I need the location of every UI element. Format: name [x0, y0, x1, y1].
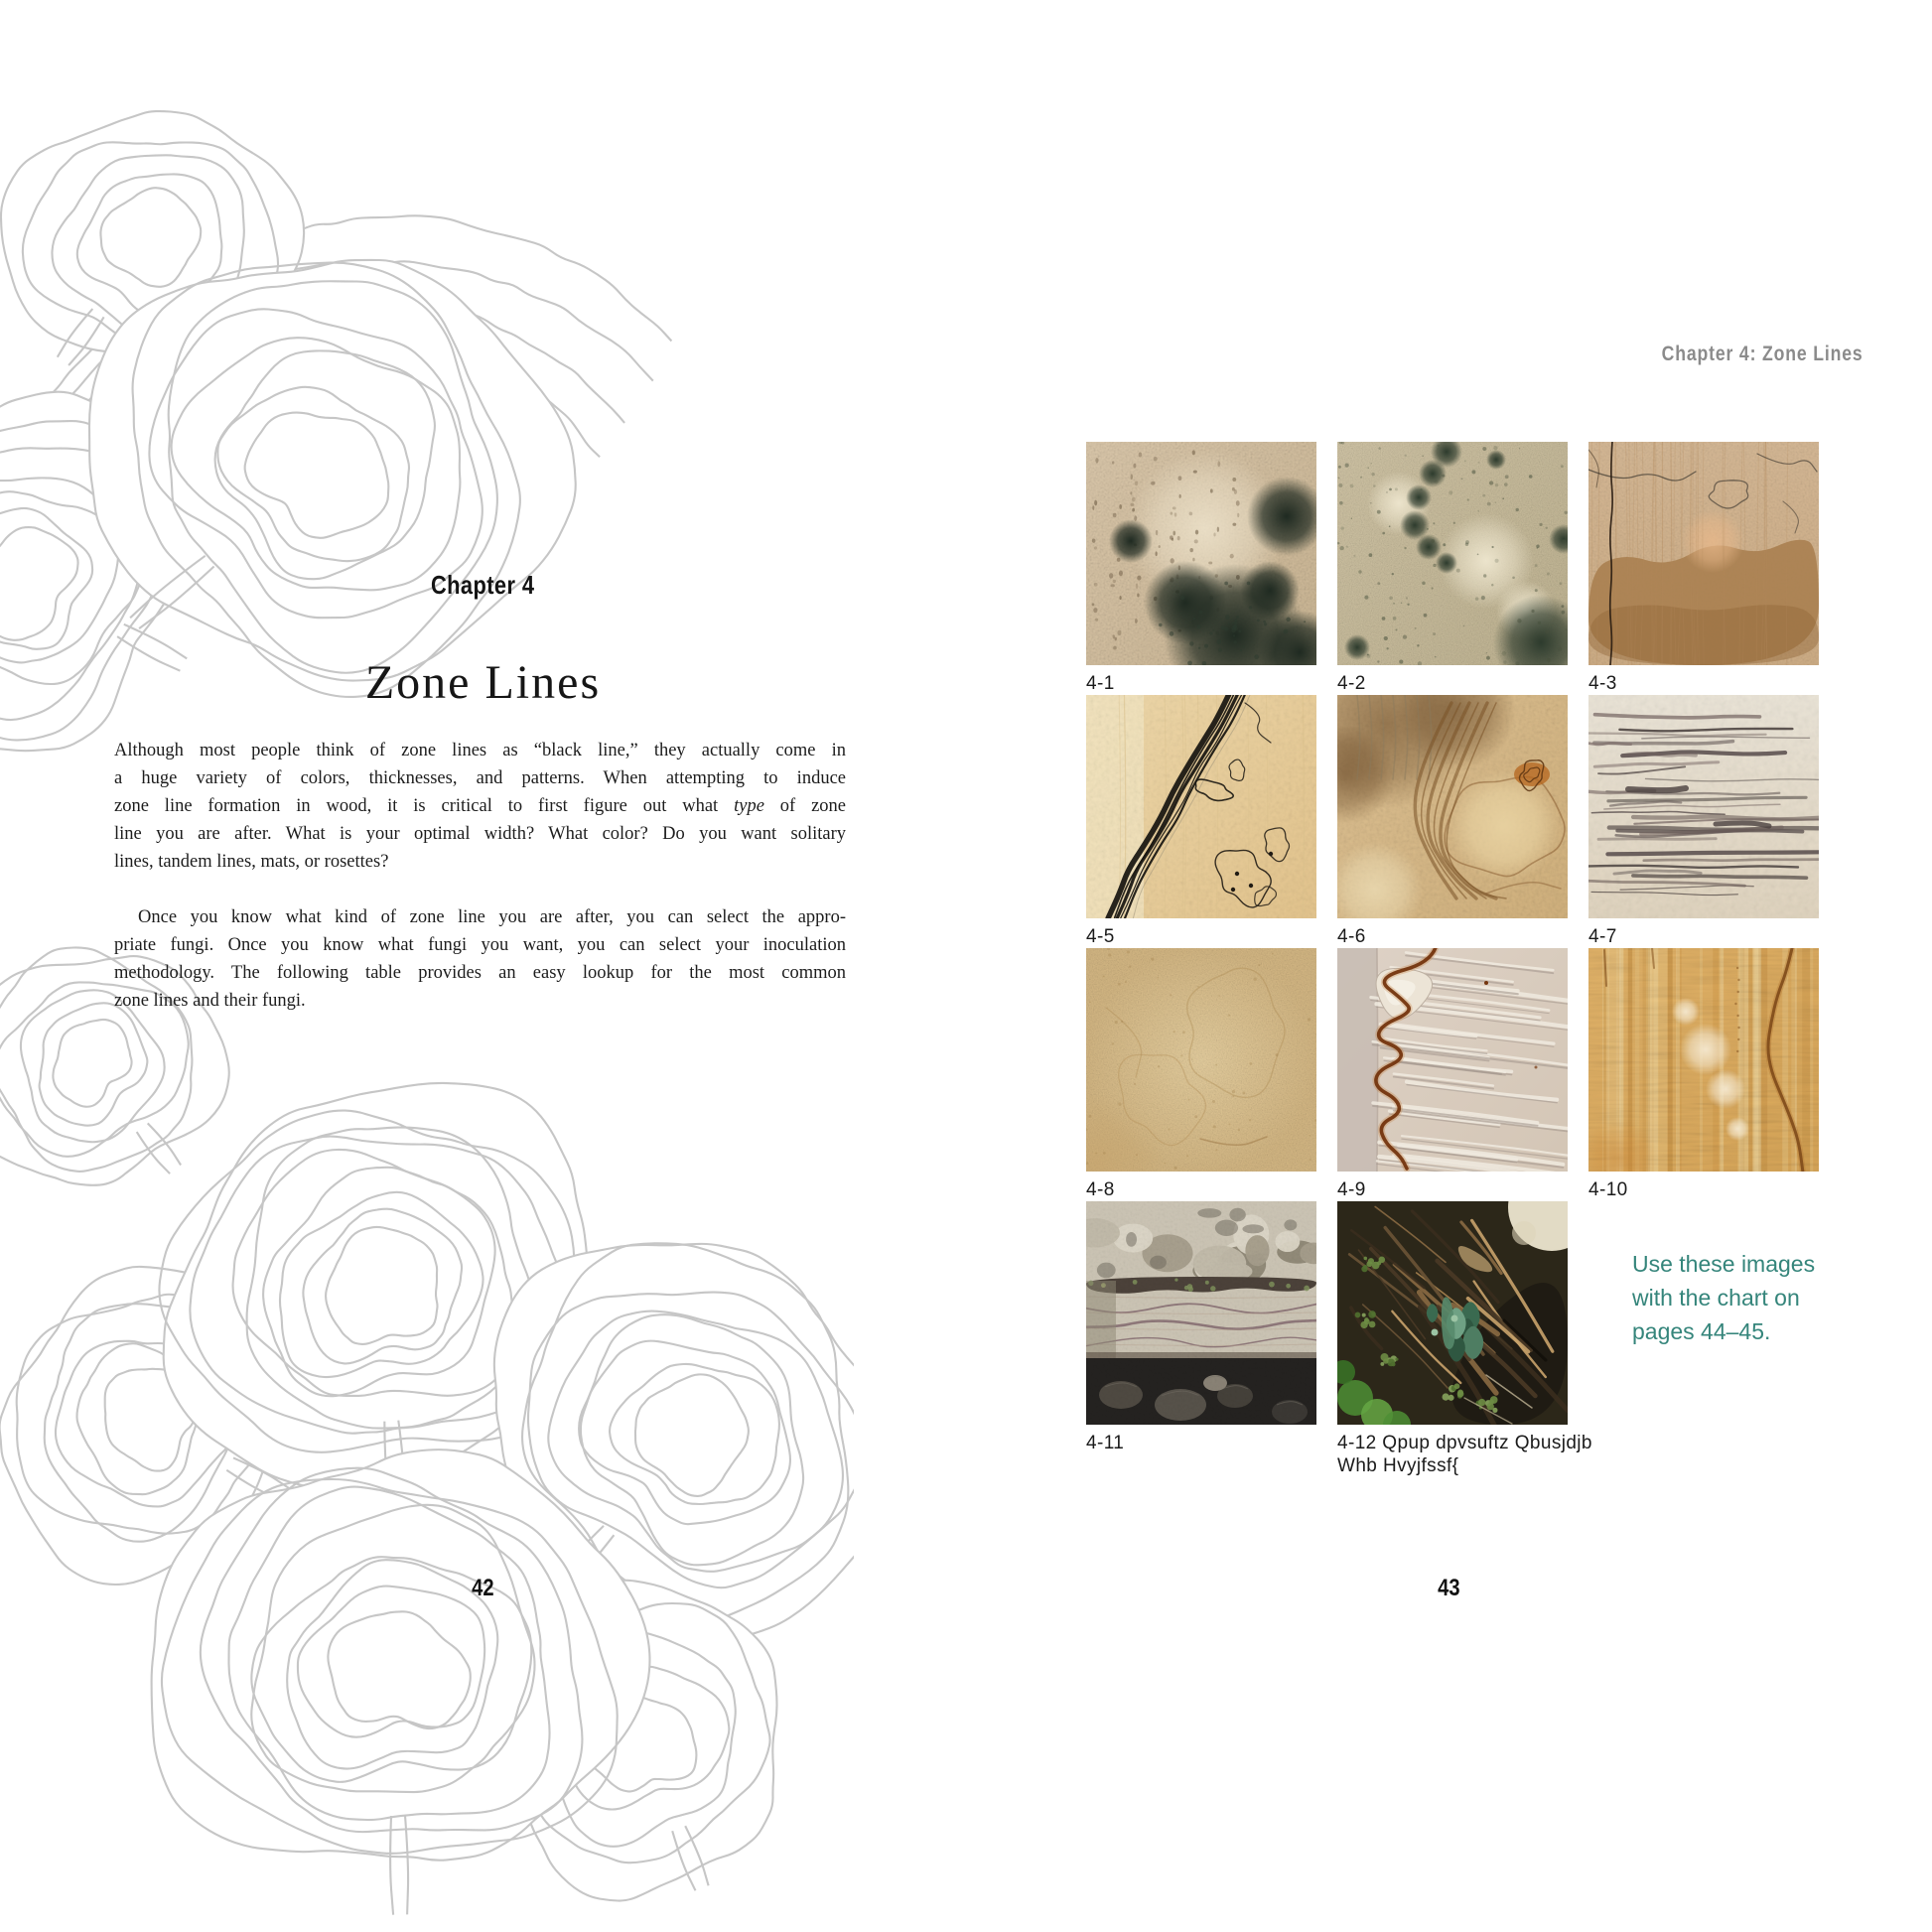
figure-image-4-10 [1588, 948, 1819, 1172]
body-line: a huge variety of colors, thicknesses, and patterns. When attempting to induce [114, 768, 846, 788]
figure-4-9 [1337, 948, 1568, 1201]
figure-image-4-3 [1588, 442, 1819, 665]
body-line: lines, tandem lines, mats, or rosettes? [114, 852, 389, 872]
figure-label: 4-6 [1337, 926, 1366, 947]
chapter-kicker-text: Chapter 4 [431, 570, 535, 600]
figure-label: 4-11 [1086, 1433, 1125, 1453]
figure-label: 4-7 [1588, 926, 1617, 947]
figure-label: 4-9 [1337, 1179, 1366, 1200]
note-cell [1588, 1201, 1819, 1477]
body-line: zone lines and their fungi. [114, 991, 306, 1011]
page-title: Zone Lines [364, 656, 602, 709]
figure-4-2 [1337, 442, 1568, 695]
figure-caption: Whb Hvyjfssf{ [1337, 1455, 1459, 1476]
figure-image-4-8 [1086, 948, 1316, 1172]
figure-4-7 [1588, 695, 1819, 948]
body-line: Although most people think of zone lines as “black line,” they actually come in [114, 741, 846, 760]
paragraph [114, 737, 846, 876]
body-line: line you are after. What is your optimal width? What color? Do you want solitary [114, 824, 846, 844]
chapter-kicker [0, 570, 966, 601]
figure-image-4-11 [1086, 1201, 1316, 1425]
body-text [114, 737, 846, 1015]
figure-image-4-7 [1588, 695, 1819, 918]
figure-label: 4-1 [1086, 673, 1115, 694]
cross-reference-note: Use these images with the chart on pages 44–45. [1632, 1251, 1816, 1344]
figure-image-4-6 [1337, 695, 1568, 918]
figure-label: 4-2 [1337, 673, 1366, 694]
figure-label: 4-5 [1086, 926, 1115, 947]
body-line: Once you know what kind of zone line you are after, you can select the appro- [138, 907, 846, 927]
figure-image-4-2 [1337, 442, 1568, 665]
body-line: priate fungi. Once you know what fungi you want, you can select your inoculation [114, 935, 846, 955]
figure-label: 4-10 [1588, 1179, 1628, 1200]
figure-image-4-12 [1337, 1201, 1568, 1425]
figure-image-4-1 [1086, 442, 1316, 665]
figure-4-3 [1588, 442, 1819, 695]
running-header: Chapter 4: Zone Lines [1662, 343, 1863, 365]
figure-4-5 [1086, 695, 1316, 948]
paragraph [114, 903, 846, 1015]
page-number-left: 42 [472, 1575, 494, 1601]
body-line: methodology. The following table provides an easy lookup for the most common [114, 963, 846, 983]
body-line: zone line formation in wood, it is critical to first figure out what type of zone [114, 796, 846, 816]
figure-image-4-9 [1337, 948, 1568, 1172]
figure-4-6 [1337, 695, 1568, 948]
figure-image-4-5 [1086, 695, 1316, 918]
page-number-right: 43 [1438, 1575, 1460, 1601]
figure-label: 4-3 [1588, 673, 1617, 694]
figure-4-8 [1086, 948, 1316, 1201]
figure-4-11 [1086, 1201, 1316, 1477]
figure-4-10 [1588, 948, 1819, 1201]
figure-caption: 4-12 Qpup dpvsuftz Qbusjdjb [1337, 1433, 1592, 1453]
figure-grid [1086, 442, 1819, 1477]
figure-4-12 [1337, 1201, 1592, 1477]
figure-label: 4-8 [1086, 1179, 1115, 1200]
figure-4-1 [1086, 442, 1316, 695]
